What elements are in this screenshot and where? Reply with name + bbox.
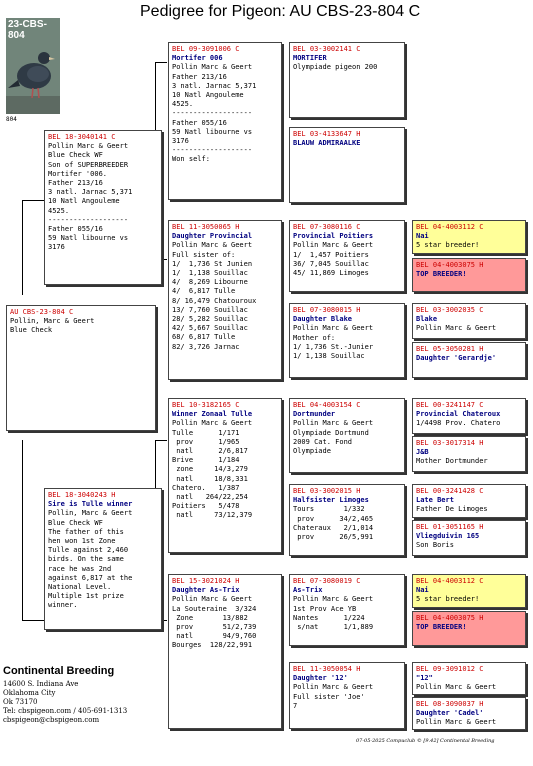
info-line: natl 94/9,760 bbox=[172, 632, 257, 641]
info-line: 5 star breeder! bbox=[416, 595, 480, 604]
info-line: Poitiers 5/478 bbox=[172, 502, 240, 511]
pigeon-id: BEL 09-3091006 C bbox=[172, 45, 240, 53]
pigeon-name: Daughter Provincial bbox=[172, 232, 253, 241]
pigeon-id: BEL 04-4003075 H bbox=[416, 614, 484, 622]
info-line: 4525. bbox=[48, 206, 70, 215]
breeder-name: Continental Breeding bbox=[3, 665, 115, 677]
pigeon-id: BEL 04-4003154 C bbox=[293, 401, 361, 409]
info-line: prov 34/2,465 bbox=[293, 514, 374, 523]
info-line: winner. bbox=[48, 601, 78, 610]
pigeon-name: TOP BREEDER! bbox=[416, 270, 467, 279]
info-line: Nantes 1/224 bbox=[293, 613, 365, 622]
breeder-info bbox=[3, 665, 127, 725]
info-line: prov 1/965 bbox=[172, 437, 240, 446]
gen4-box-3[interactable] bbox=[289, 220, 405, 292]
gen5-box-12[interactable] bbox=[412, 697, 526, 730]
pigeon-name: TOP BREEDER! bbox=[416, 623, 467, 632]
gen3-box-sire-dam[interactable] bbox=[168, 220, 282, 380]
pigeon-id: BEL 07-3080019 C bbox=[293, 577, 361, 585]
pigeon-name: Dortmunder bbox=[293, 410, 336, 419]
pigeon-name: MORTIFER bbox=[293, 54, 327, 63]
pigeon-name: As-Trix bbox=[293, 586, 323, 595]
info-line: ------------------- bbox=[48, 215, 129, 224]
connector-sire-branch bbox=[22, 200, 44, 201]
footer-credit: 07-05-2025 Compuclub © [9.42] Continental Breeding bbox=[356, 738, 495, 744]
info-line: 7 bbox=[293, 701, 298, 710]
info-line: Pollin Marc & Geert bbox=[48, 142, 129, 151]
gen5-box-6[interactable] bbox=[412, 436, 526, 472]
info-line: prov 51/2,739 bbox=[172, 623, 257, 632]
info-line: Father 055/16 bbox=[172, 118, 227, 127]
gen5-box-7[interactable] bbox=[412, 484, 526, 518]
info-line: natl 18/8,331 bbox=[172, 474, 248, 483]
info-line: Olympiade bbox=[293, 447, 331, 456]
pigeon-photo bbox=[6, 18, 60, 114]
pigeon-id: BEL 09-3091012 C bbox=[416, 665, 484, 673]
pigeon-id: BEL 01-3051165 H bbox=[416, 523, 484, 531]
info-line: 45/ 11,869 Limoges bbox=[293, 269, 369, 278]
info-line: zone 14/3,279 bbox=[172, 465, 248, 474]
info-line: Brive 1/184 bbox=[172, 456, 240, 465]
info-line: 13/ 7,760 Souillac bbox=[172, 305, 248, 314]
info-line: 1/ 1,138 Souillac bbox=[172, 269, 248, 278]
info-line: race he was 2nd bbox=[48, 564, 112, 573]
info-line: Pollin Marc & Geert bbox=[172, 63, 253, 72]
info-line: Won self: bbox=[172, 155, 210, 164]
pigeon-name: Daughter Blake bbox=[293, 315, 353, 324]
connector-subject-vertical bbox=[22, 200, 23, 295]
pigeon-name: Sire is Tulle winner bbox=[48, 500, 133, 509]
info-line: Tours 1/332 bbox=[293, 505, 365, 514]
pigeon-id: BEL 03-3002015 H bbox=[293, 487, 361, 495]
info-line: natl 264/22,254 bbox=[172, 493, 248, 502]
info-line: 10 Natl Angouleme bbox=[172, 91, 244, 100]
info-line: Father De Limoges bbox=[416, 505, 488, 514]
info-line: Father 213/16 bbox=[172, 72, 227, 81]
pigeon-id: BEL 18-3040141 C bbox=[48, 133, 116, 141]
info-line: birds. On the same bbox=[48, 555, 124, 564]
pigeon-id: BEL 03-3017314 H bbox=[416, 439, 484, 447]
info-line: 3176 bbox=[48, 243, 65, 252]
info-line: Olympiade pigeon 200 bbox=[293, 63, 378, 72]
gen4-box-6[interactable] bbox=[289, 484, 405, 556]
info-line: 42/ 5,667 Souillac bbox=[172, 324, 248, 333]
gen4-box-2[interactable] bbox=[289, 127, 405, 203]
breeder-city: Oklahoma City bbox=[3, 689, 56, 697]
info-line: 1/ 1,736 St Junien bbox=[172, 259, 253, 268]
info-line: prov 26/5,991 bbox=[293, 533, 374, 542]
info-line: National Level. bbox=[48, 583, 112, 592]
pigeon-id: BEL 07-3080116 C bbox=[293, 223, 361, 231]
info-line: 4/ 8,269 Libourne bbox=[172, 278, 248, 287]
pigeon-id: BEL 05-3050281 H bbox=[416, 345, 484, 353]
gen5-box-11[interactable] bbox=[412, 662, 526, 695]
pigeon-id: BEL 11-3050065 H bbox=[172, 223, 240, 231]
pigeon-id: BEL 04-4003112 C bbox=[416, 223, 484, 231]
pigeon-name: Daughter 'Cadel' bbox=[416, 709, 484, 718]
info-line: Pollin Marc & Geert bbox=[293, 683, 374, 692]
gen3-box-dam-dam[interactable] bbox=[168, 574, 282, 729]
info-line: The father of this bbox=[48, 527, 124, 536]
gen5-box-9[interactable] bbox=[412, 574, 526, 608]
info-line: Blue Check bbox=[10, 326, 53, 335]
pigeon-id: BEL 04-4003112 C bbox=[416, 577, 484, 585]
gen4-box-5[interactable] bbox=[289, 398, 405, 473]
info-line: 1/4498 Prov. Chatero bbox=[416, 419, 501, 428]
pigeon-name: "12" bbox=[416, 674, 433, 683]
info-line: Pollin Marc & Geert bbox=[172, 419, 253, 428]
info-line: against 6,817 at the bbox=[48, 573, 133, 582]
info-line: 10 Natl Angouleme bbox=[48, 197, 120, 206]
info-line: 4525. bbox=[172, 100, 194, 109]
info-line: 36/ 7,045 Souillac bbox=[293, 259, 369, 268]
pigeon-id: BEL 03-4133647 H bbox=[293, 130, 361, 138]
pigeon-name: BLAUW ADMIRAALKE bbox=[293, 139, 361, 148]
gen3-box-dam-sire[interactable] bbox=[168, 398, 282, 553]
info-line: Multiple 1st prize bbox=[48, 592, 124, 601]
info-line: 5 star breeder! bbox=[416, 241, 480, 250]
gen4-box-8[interactable] bbox=[289, 662, 405, 729]
pigeon-id: BEL 18-3040243 H bbox=[48, 491, 116, 499]
info-line: Son Boris bbox=[416, 541, 454, 550]
info-line: 2009 Cat. Fond bbox=[293, 437, 353, 446]
info-line: Father 055/16 bbox=[48, 225, 103, 234]
gen4-box-7[interactable] bbox=[289, 574, 405, 646]
info-line: Blue Check WF bbox=[48, 518, 103, 527]
pigeon-id: BEL 03-3002035 C bbox=[416, 306, 484, 314]
info-line: La Souteraine 3/324 bbox=[172, 604, 257, 613]
page-title: Pedigree for Pigeon: AU CBS-23-804 C bbox=[140, 3, 421, 20]
gen4-box-1[interactable] bbox=[289, 42, 405, 118]
info-line: Olympiade Dortmund bbox=[293, 428, 369, 437]
info-line: Pollin Marc & Geert bbox=[293, 419, 374, 428]
gen5-box-8[interactable] bbox=[412, 520, 526, 556]
info-line: Son of SUPERBREEDER bbox=[48, 160, 129, 169]
gen5-box-3[interactable] bbox=[412, 303, 526, 339]
info-line: Pollin, Marc & Geert bbox=[10, 317, 95, 326]
pigeon-name: Halfsister Limoges bbox=[293, 496, 369, 505]
info-line: 1/ 1,736 St.-Junier bbox=[293, 342, 374, 351]
pigeon-id: BEL 04-4003075 H bbox=[416, 261, 484, 269]
gen3-box-sire-sire[interactable] bbox=[168, 42, 282, 200]
connector-dam-top bbox=[155, 440, 167, 441]
breeder-state-zip: Ok 73170 bbox=[3, 698, 38, 706]
gen5-box-4[interactable] bbox=[412, 342, 526, 378]
info-line: Pollin Marc & Geert bbox=[416, 718, 497, 727]
pigeon-id: BEL 07-3080015 H bbox=[293, 306, 361, 314]
info-line: 4/ 6,817 Tulle bbox=[172, 287, 236, 296]
info-line: Pollin Marc & Geert bbox=[172, 241, 253, 250]
photo-caption: 804 bbox=[6, 116, 17, 123]
info-line: 8/ 16,479 Chatouroux bbox=[172, 296, 257, 305]
gen4-box-4[interactable] bbox=[289, 303, 405, 378]
connector-sire-top bbox=[155, 62, 167, 63]
pigeon-name: Daughter As-Trix bbox=[172, 586, 240, 595]
info-line: Pollin Marc & Geert bbox=[293, 241, 374, 250]
info-line: Chateraux 2/1,014 bbox=[293, 523, 374, 532]
info-line: hen won 1st Zone bbox=[48, 537, 116, 546]
info-line: Full sister of: bbox=[172, 250, 236, 259]
info-line: 3 natl. Jarnac 5,371 bbox=[48, 188, 133, 197]
pigeon-id: BEL 08-3090037 H bbox=[416, 700, 484, 708]
breeder-address: 14600 S. Indiana Ave bbox=[3, 680, 79, 688]
pigeon-id: BEL 00-3241428 C bbox=[416, 487, 484, 495]
photo-band-tag: 23-CBS-804 bbox=[8, 19, 47, 41]
info-line: Pollin Marc & Geert bbox=[172, 595, 253, 604]
connector-dam-branch bbox=[22, 620, 44, 621]
pigeon-id: AU CBS-23-804 C bbox=[10, 308, 74, 316]
pigeon-name: Daughter 'Gerardje' bbox=[416, 354, 497, 363]
info-line: 59 Natl libourne vs bbox=[172, 127, 253, 136]
info-line: Mother of: bbox=[293, 333, 336, 342]
gen5-box-1[interactable] bbox=[412, 220, 526, 254]
info-line: Father 213/16 bbox=[48, 179, 103, 188]
info-line: Tulle 1/171 bbox=[172, 428, 240, 437]
pigeon-name: Winner Zonaal Tulle bbox=[172, 410, 253, 419]
info-line: Chatero. 1/387 bbox=[172, 483, 240, 492]
pigeon-id: BEL 15-3021024 H bbox=[172, 577, 240, 585]
info-line: Blue Check WF bbox=[48, 151, 103, 160]
info-line: 1/ 1,457 Poitiers bbox=[293, 250, 369, 259]
pigeon-name: Nai bbox=[416, 232, 429, 241]
sire-box[interactable] bbox=[44, 130, 162, 285]
pigeon-name: Nai bbox=[416, 586, 429, 595]
info-line: Zone 13/882 bbox=[172, 613, 248, 622]
info-line: Pollin Marc & Geert bbox=[416, 683, 497, 692]
info-line: 1st Prov Ace YB bbox=[293, 604, 357, 613]
info-line: Pollin Marc & Geert bbox=[293, 595, 374, 604]
info-line: natl 73/12,379 bbox=[172, 511, 253, 520]
info-line: 59 Natl libourne vs bbox=[48, 234, 129, 243]
info-line: Pollin Marc & Geert bbox=[416, 324, 497, 333]
breeder-phone-link[interactable]: Tel: cbspigeon.com / 405-691-1313 bbox=[3, 707, 128, 715]
info-line: 28/ 5,282 Souillac bbox=[172, 315, 248, 324]
info-line: Pollin, Marc & Geert bbox=[48, 509, 133, 518]
pigeon-name: Provincial Poitiers bbox=[293, 232, 374, 241]
breeder-email-link[interactable]: cbspigeon@cbspigeon.com bbox=[3, 716, 100, 724]
pigeon-name: Late Bert bbox=[416, 496, 454, 505]
info-line: 3176 bbox=[172, 137, 189, 146]
info-line: 68/ 6,817 Tulle bbox=[172, 333, 236, 342]
gen5-box-10[interactable] bbox=[412, 611, 526, 646]
info-line: ------------------- bbox=[172, 109, 253, 118]
info-line: Pollin Marc & Geert bbox=[293, 324, 374, 333]
info-line: ------------------- bbox=[172, 146, 253, 155]
info-line: 82/ 3,726 Jarnac bbox=[172, 342, 240, 351]
pigeon-name: Provincial Chateroux bbox=[416, 410, 501, 419]
info-line: s/nat 1/1,889 bbox=[293, 623, 374, 632]
info-line: 3 natl. Jarnac 5,371 bbox=[172, 81, 257, 90]
gen5-box-2[interactable] bbox=[412, 258, 526, 292]
info-line: Bourges 128/22,991 bbox=[172, 641, 253, 650]
pigeon-id: BEL 00-3241147 C bbox=[416, 401, 484, 409]
info-line: Tulle against 2,460 bbox=[48, 546, 129, 555]
info-line: 1/ 1,138 Souillac bbox=[293, 352, 365, 361]
info-line: Mortifer '006. bbox=[48, 169, 108, 178]
dam-box[interactable] bbox=[44, 488, 162, 630]
gen5-box-5[interactable] bbox=[412, 398, 526, 434]
connector-subject-vertical bbox=[22, 440, 23, 620]
pigeon-name: Daughter '12' bbox=[293, 674, 348, 683]
info-line: Full sister 'Joe' bbox=[293, 692, 365, 701]
info-line: natl 2/6,817 bbox=[172, 447, 248, 456]
pigeon-name: J&B bbox=[416, 448, 429, 457]
info-line: Mother Dortmunder bbox=[416, 457, 488, 466]
pigeon-name: Blake bbox=[416, 315, 438, 324]
pigeon-id: BEL 10-3182165 C bbox=[172, 401, 240, 409]
pigeon-id: BEL 11-3050054 H bbox=[293, 665, 361, 673]
pigeon-name: Vliegduivin 165 bbox=[416, 532, 480, 541]
pigeon-name: Mortifer 006 bbox=[172, 54, 223, 63]
subject-box[interactable] bbox=[6, 305, 156, 431]
pigeon-id: BEL 03-3002141 C bbox=[293, 45, 361, 53]
